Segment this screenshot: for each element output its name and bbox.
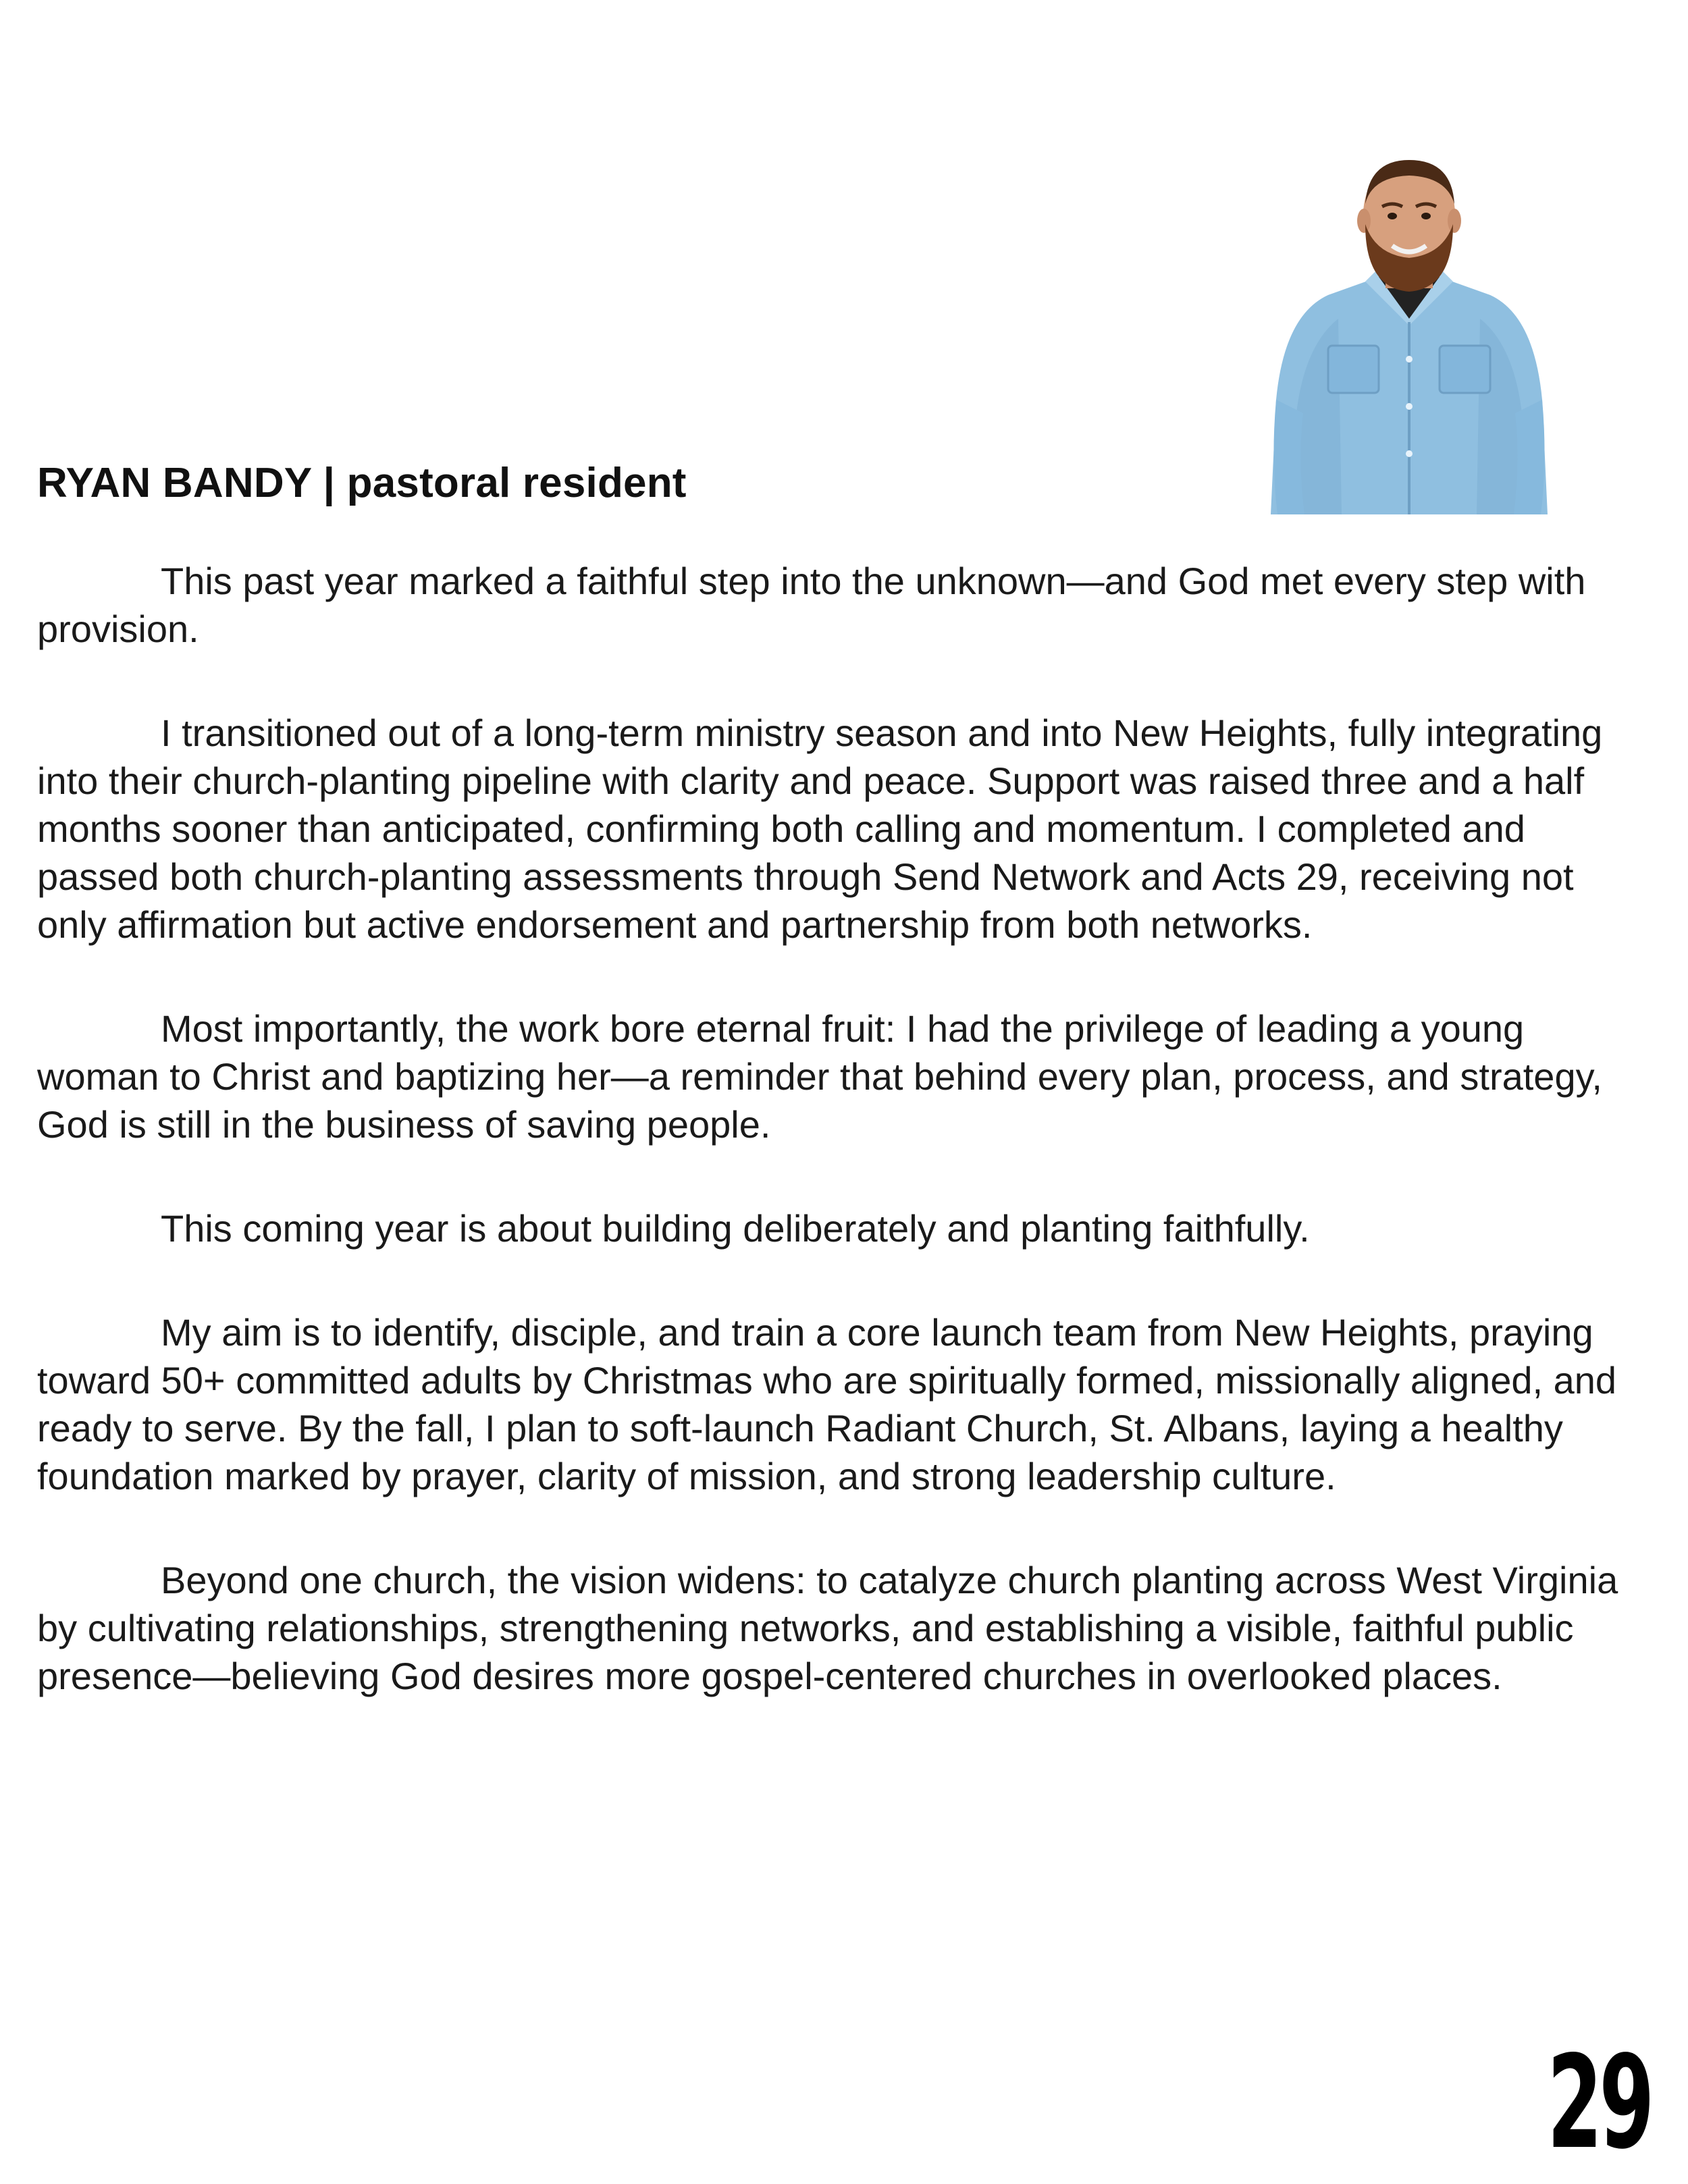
portrait-photo bbox=[1264, 157, 1554, 514]
page-number: 29 bbox=[1546, 2028, 1651, 2177]
paragraph: My aim is to identify, disciple, and train a core launch team from New Heights, praying toward 50+ committed adults by Christmas who are spiritually formed, missionally aligned, and ready to serve. By the fall, I plan to soft-launch Radiant Church, St. Albans, laying a healthy foundation marked by prayer, clarity of mission, and strong leadership culture. bbox=[37, 1311, 1617, 1497]
paragraph: This past year marked a faithful step into the unknown—and God met every step with provision. bbox=[37, 560, 1586, 650]
paragraph: This coming year is about building deliberately and planting faithfully. bbox=[161, 1207, 1310, 1250]
paragraph: Most importantly, the work bore eternal fruit: I had the privilege of leading a young woman to Christ and baptizing her—a reminder that behind every plan, process, and strategy, God is still in the business of saving people. bbox=[37, 1007, 1602, 1146]
paragraph: I transitioned out of a long-term ministry season and into New Heights, fully integrating into their church-planting pipeline with clarity and peace. Support was raised three and a half months sooner than anticipated, confirming both calling and momentum. I completed and passed both church-planting assessments through Send Network and Acts 29, receiving not only affirmation but active endorsement and partnership from both networks. bbox=[37, 712, 1603, 946]
paragraph: Beyond one church, the vision widens: to catalyze church planting across West Virginia by cultivating relationships, strengthening networks, and establishing a visible, faithful public presence—believing God desires more gospel-centered churches in overlooked places. bbox=[37, 1559, 1618, 1697]
article-body bbox=[37, 557, 1651, 1756]
page-title: RYAN BANDY | pastoral resident bbox=[37, 460, 687, 506]
